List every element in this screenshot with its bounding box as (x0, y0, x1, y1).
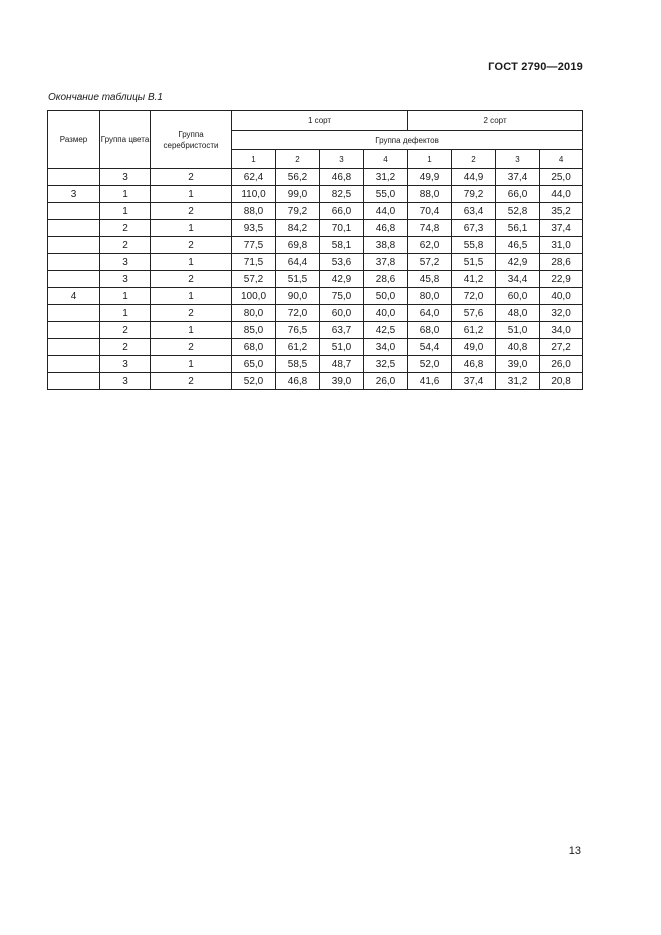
table-cell: 1 (151, 356, 232, 373)
table-cell (48, 203, 100, 220)
sub-header-cell: 4 (540, 150, 583, 169)
table-cell: 69,8 (276, 237, 320, 254)
header-silver-group: Группа серебристости (151, 111, 232, 169)
table-row (48, 288, 583, 305)
table-cell: 1 (100, 305, 151, 322)
table-cell: 61,2 (276, 339, 320, 356)
table-cell: 31,2 (364, 169, 408, 186)
table-cell: 2 (151, 203, 232, 220)
table-cell: 34,0 (364, 339, 408, 356)
table-cell: 54,4 (408, 339, 452, 356)
table-cell: 1 (100, 186, 151, 203)
table-cell (48, 373, 100, 390)
table-body (48, 169, 583, 390)
table-cell: 77,5 (232, 237, 276, 254)
table-cell: 28,6 (364, 271, 408, 288)
table-cell (48, 305, 100, 322)
table-cell: 79,2 (452, 186, 496, 203)
table-row (48, 203, 583, 220)
table-cell: 1 (100, 203, 151, 220)
table-cell: 85,0 (232, 322, 276, 339)
table-cell: 4 (48, 288, 100, 305)
table-cell: 3 (100, 373, 151, 390)
table-cell: 1 (151, 254, 232, 271)
table-cell: 44,0 (540, 186, 583, 203)
table-cell (48, 169, 100, 186)
table-cell: 41,6 (408, 373, 452, 390)
table-row (48, 322, 583, 339)
table-cell: 39,0 (320, 373, 364, 390)
table-row (48, 220, 583, 237)
table-cell: 55,0 (364, 186, 408, 203)
table-row (48, 186, 583, 203)
table-cell: 100,0 (232, 288, 276, 305)
table-row (48, 169, 583, 186)
table-cell: 88,0 (232, 203, 276, 220)
table-cell: 27,2 (540, 339, 583, 356)
table-row (48, 373, 583, 390)
table-cell: 46,8 (452, 356, 496, 373)
table-cell: 56,1 (496, 220, 540, 237)
table-cell: 49,9 (408, 169, 452, 186)
table-cell: 63,7 (320, 322, 364, 339)
table-cell: 66,0 (496, 186, 540, 203)
table-cell: 76,5 (276, 322, 320, 339)
table-cell: 71,5 (232, 254, 276, 271)
table-cell: 79,2 (276, 203, 320, 220)
table-cell: 26,0 (364, 373, 408, 390)
table-cell: 44,9 (452, 169, 496, 186)
table-cell: 46,5 (496, 237, 540, 254)
table-cell: 31,2 (496, 373, 540, 390)
sub-header-cell: 1 (232, 150, 276, 169)
table-cell: 1 (151, 186, 232, 203)
table-cell: 61,2 (452, 322, 496, 339)
table-cell: 45,8 (408, 271, 452, 288)
table-cell: 2 (151, 271, 232, 288)
table-cell: 42,5 (364, 322, 408, 339)
table-cell (48, 322, 100, 339)
table-cell (48, 220, 100, 237)
table-cell: 40,0 (540, 288, 583, 305)
table-cell: 84,2 (276, 220, 320, 237)
table-cell: 3 (100, 271, 151, 288)
sub-header-cell: 4 (364, 150, 408, 169)
table-cell: 40,0 (364, 305, 408, 322)
table-row (48, 237, 583, 254)
table-cell: 65,0 (232, 356, 276, 373)
table-cell: 46,8 (320, 169, 364, 186)
table-cell: 66,0 (320, 203, 364, 220)
table-cell: 51,5 (276, 271, 320, 288)
sub-header-cell: 2 (276, 150, 320, 169)
table-cell: 26,0 (540, 356, 583, 373)
table-cell: 3 (100, 169, 151, 186)
table-cell: 57,2 (232, 271, 276, 288)
sub-header-cell: 1 (408, 150, 452, 169)
table-cell: 51,0 (320, 339, 364, 356)
table-cell: 2 (100, 322, 151, 339)
table-cell: 2 (151, 339, 232, 356)
table-cell: 40,8 (496, 339, 540, 356)
table-cell: 64,0 (408, 305, 452, 322)
page-number: 13 (568, 845, 581, 857)
table-cell: 62,4 (232, 169, 276, 186)
table-cell: 42,9 (496, 254, 540, 271)
table-cell: 51,5 (452, 254, 496, 271)
table-cell: 37,4 (452, 373, 496, 390)
table-cell: 3 (48, 186, 100, 203)
table-cell: 25,0 (540, 169, 583, 186)
table-cell: 53,6 (320, 254, 364, 271)
table-cell: 90,0 (276, 288, 320, 305)
table-cell: 70,4 (408, 203, 452, 220)
table-cell: 28,6 (540, 254, 583, 271)
table-cell: 52,0 (232, 373, 276, 390)
table-cell: 3 (100, 356, 151, 373)
table-cell: 34,0 (540, 322, 583, 339)
table-cell: 49,0 (452, 339, 496, 356)
table-cell: 1 (151, 322, 232, 339)
table-cell: 52,0 (408, 356, 452, 373)
table-cell: 50,0 (364, 288, 408, 305)
table-row (48, 339, 583, 356)
table-cell: 2 (100, 220, 151, 237)
table-cell: 93,5 (232, 220, 276, 237)
header-size: Размер (48, 111, 100, 169)
table-cell: 35,2 (540, 203, 583, 220)
table-cell: 52,8 (496, 203, 540, 220)
table-cell: 48,0 (496, 305, 540, 322)
table-cell: 70,1 (320, 220, 364, 237)
table-cell: 58,1 (320, 237, 364, 254)
table-cell: 110,0 (232, 186, 276, 203)
table-cell: 2 (151, 305, 232, 322)
table-cell: 2 (151, 237, 232, 254)
table-cell: 46,8 (364, 220, 408, 237)
table-cell: 60,0 (496, 288, 540, 305)
table-cell: 48,7 (320, 356, 364, 373)
table-cell (48, 254, 100, 271)
document-code: ГОСТ 2790—2019 (488, 61, 583, 73)
table-header (48, 111, 583, 169)
table-row (48, 271, 583, 288)
table-cell: 32,0 (540, 305, 583, 322)
table-cell: 60,0 (320, 305, 364, 322)
table-cell: 62,0 (408, 237, 452, 254)
table-cell: 55,8 (452, 237, 496, 254)
table-cell: 37,4 (496, 169, 540, 186)
table-cell: 80,0 (408, 288, 452, 305)
table-cell: 68,0 (408, 322, 452, 339)
table-cell (48, 237, 100, 254)
sub-header-cell: 2 (452, 150, 496, 169)
header-color-group: Группа цвета (100, 111, 151, 169)
table-cell (48, 356, 100, 373)
table-cell (48, 271, 100, 288)
table-cell: 63,4 (452, 203, 496, 220)
table-cell: 3 (100, 254, 151, 271)
table-cell: 37,8 (364, 254, 408, 271)
sub-header-cell: 3 (320, 150, 364, 169)
table-cell: 41,2 (452, 271, 496, 288)
table-row (48, 254, 583, 271)
table-cell: 75,0 (320, 288, 364, 305)
header-grade-1: 1 сорт (232, 111, 408, 131)
table-cell: 2 (100, 237, 151, 254)
table-cell: 31,0 (540, 237, 583, 254)
table-cell: 80,0 (232, 305, 276, 322)
table-cell: 44,0 (364, 203, 408, 220)
table-cell: 74,8 (408, 220, 452, 237)
table-caption: Окончание таблицы В.1 (48, 92, 163, 103)
table-cell: 58,5 (276, 356, 320, 373)
table-cell: 72,0 (276, 305, 320, 322)
table-cell: 72,0 (452, 288, 496, 305)
table-cell: 68,0 (232, 339, 276, 356)
table-cell: 38,8 (364, 237, 408, 254)
table-cell: 51,0 (496, 322, 540, 339)
table-cell: 22,9 (540, 271, 583, 288)
table-cell: 37,4 (540, 220, 583, 237)
table-cell: 88,0 (408, 186, 452, 203)
table-cell: 34,4 (496, 271, 540, 288)
sub-header-cell: 3 (496, 150, 540, 169)
table-cell: 1 (100, 288, 151, 305)
header-defect-group: Группа дефектов (232, 131, 583, 150)
table-cell: 46,8 (276, 373, 320, 390)
table-row (48, 305, 583, 322)
table-cell: 20,8 (540, 373, 583, 390)
table-cell: 64,4 (276, 254, 320, 271)
table-cell: 2 (151, 373, 232, 390)
table-cell: 57,6 (452, 305, 496, 322)
data-table (47, 110, 583, 390)
table-cell: 39,0 (496, 356, 540, 373)
table-cell (48, 339, 100, 356)
table-cell: 56,2 (276, 169, 320, 186)
table-cell: 42,9 (320, 271, 364, 288)
table-cell: 67,3 (452, 220, 496, 237)
table-cell: 1 (151, 220, 232, 237)
table-cell: 2 (100, 339, 151, 356)
header-grade-2: 2 сорт (408, 111, 583, 131)
table-row (48, 356, 583, 373)
table-cell: 57,2 (408, 254, 452, 271)
table-cell: 82,5 (320, 186, 364, 203)
table-cell: 2 (151, 169, 232, 186)
table-cell: 1 (151, 288, 232, 305)
table-cell: 99,0 (276, 186, 320, 203)
table-cell: 32,5 (364, 356, 408, 373)
